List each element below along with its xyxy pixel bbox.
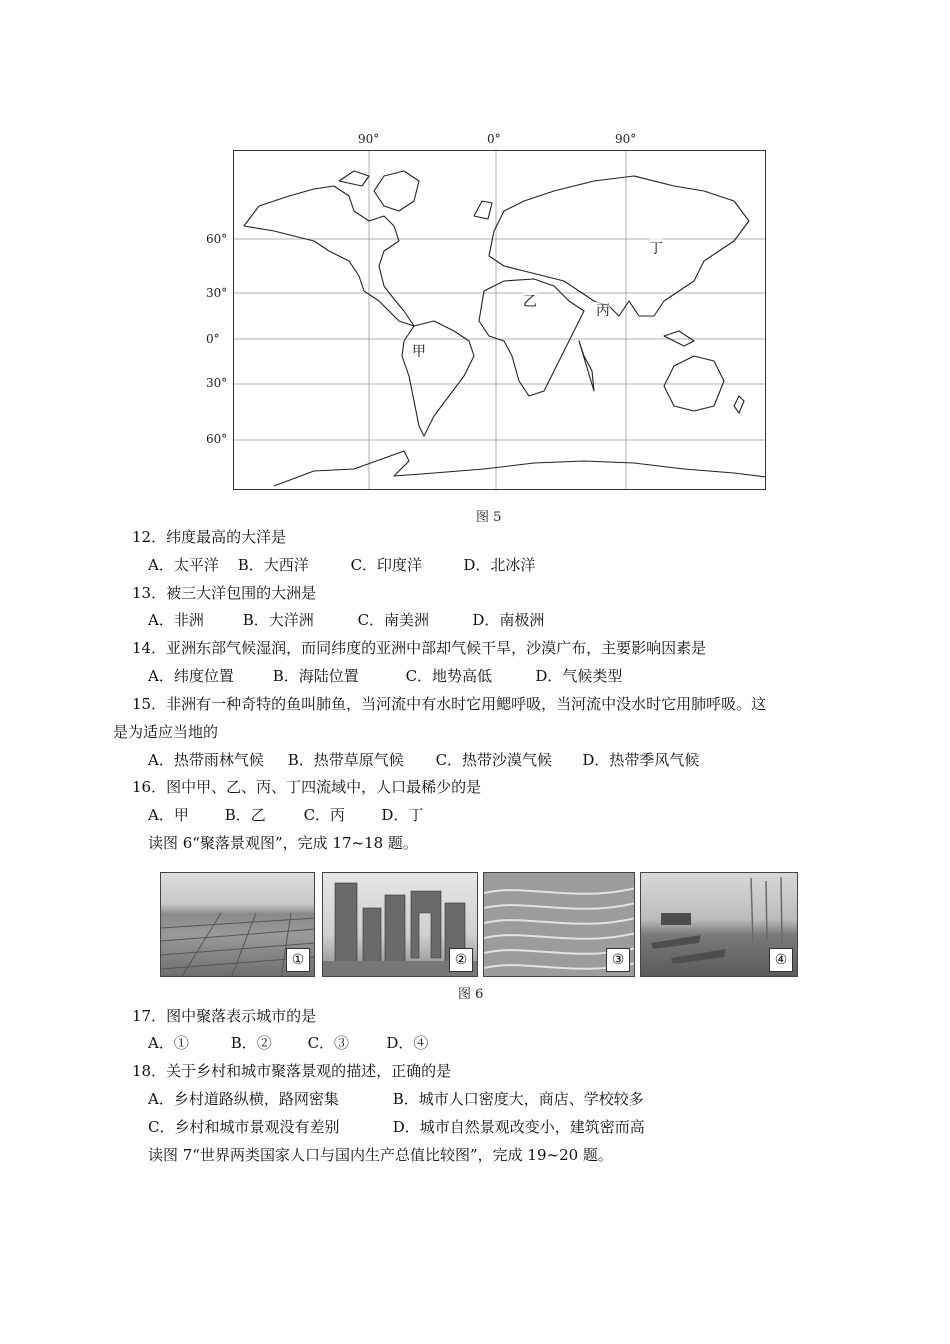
q18-option-d: D．城市自然景观改变小，建筑密而高 bbox=[392, 1118, 645, 1136]
lon-label-90w: 90° bbox=[358, 132, 380, 146]
photo-city-buildings bbox=[322, 872, 478, 977]
q13-option-b: B．大洋洲 bbox=[242, 611, 314, 629]
figure7-instruction: 读图 7“世界两类国家人口与国内生产总值比较图”，完成 19~20 题。 bbox=[148, 1146, 613, 1164]
photo-terraced-village bbox=[483, 872, 635, 977]
photo-num-4: ④ bbox=[769, 948, 793, 972]
question-14-options bbox=[148, 666, 622, 686]
q15-option-b: B．热带草原气候 bbox=[287, 751, 404, 769]
question-15-options bbox=[148, 750, 699, 770]
region-label-jia: 甲 bbox=[412, 341, 426, 361]
lon-label-0: 0° bbox=[487, 132, 501, 146]
q18-option-c: C．乡村和城市景观没有差别 bbox=[148, 1118, 340, 1136]
q13-option-d: D．南极洲 bbox=[472, 611, 545, 629]
question-17-options bbox=[148, 1033, 428, 1053]
q14-option-a: A．纬度位置 bbox=[148, 667, 234, 685]
q17-option-b: B．② bbox=[230, 1034, 272, 1052]
photo-rural-fields bbox=[160, 872, 315, 977]
figure6-caption: 图 6 bbox=[458, 987, 484, 1002]
q17-option-c: C．③ bbox=[307, 1034, 350, 1052]
q13-option-c: C．南美洲 bbox=[357, 611, 430, 629]
lat-label-30s: 30° bbox=[206, 376, 228, 390]
q14-option-d: D．气候类型 bbox=[535, 667, 623, 685]
region-label-ding: 丁 bbox=[649, 238, 663, 258]
question-16-stem: 16．图中甲、乙、丙、丁四流域中，人口最稀少的是 bbox=[132, 778, 482, 796]
map-frame bbox=[233, 150, 766, 490]
question-16-options bbox=[148, 805, 423, 825]
q15-option-d: D．热带季风气候 bbox=[582, 751, 700, 769]
question-13-stem: 13．被三大洋包围的大洲是 bbox=[132, 584, 317, 602]
question-18-options-row1 bbox=[148, 1089, 644, 1109]
photo-water-village bbox=[640, 872, 798, 977]
q16-option-b: B．乙 bbox=[224, 806, 266, 824]
lon-label-90e: 90° bbox=[615, 132, 637, 146]
question-15-stem-cont: 是为适应当地的 bbox=[113, 723, 219, 741]
question-12-options bbox=[148, 555, 535, 575]
q16-option-d: D．丁 bbox=[381, 806, 424, 824]
lat-label-0: 0° bbox=[206, 332, 220, 346]
q17-option-a: A．① bbox=[148, 1034, 189, 1052]
q18-option-a: A．乡村道路纵横，路网密集 bbox=[148, 1090, 339, 1108]
map-drawing bbox=[234, 151, 766, 490]
q16-option-a: A．甲 bbox=[148, 806, 189, 824]
q15-option-c: C．热带沙漠气候 bbox=[435, 751, 553, 769]
q14-option-b: B．海陆位置 bbox=[272, 667, 359, 685]
question-18-stem: 18．关于乡村和城市聚落景观的描述，正确的是 bbox=[132, 1062, 452, 1080]
q14-option-c: C．地势高低 bbox=[405, 667, 493, 685]
q12-option-a: A．太平洋 bbox=[148, 556, 219, 574]
lat-label-60n: 60° bbox=[206, 232, 228, 246]
question-12-stem: 12．纬度最高的大洋是 bbox=[132, 528, 287, 546]
figure6-instruction: 读图 6“聚落景观图”，完成 17~18 题。 bbox=[148, 834, 418, 852]
question-18-options-row2 bbox=[148, 1117, 645, 1137]
q17-option-d: D．④ bbox=[386, 1034, 429, 1052]
q18-option-b: B．城市人口密度大，商店、学校较多 bbox=[392, 1090, 644, 1108]
q12-option-b: B．大西洋 bbox=[237, 556, 309, 574]
q13-option-a: A．非洲 bbox=[148, 611, 204, 629]
question-13-options bbox=[148, 610, 544, 630]
world-map-figure bbox=[200, 126, 775, 526]
region-label-yi: 乙 bbox=[523, 291, 537, 311]
q15-option-a: A．热带雨林气候 bbox=[148, 751, 264, 769]
question-14-stem: 14．亚洲东部气候湿润，而同纬度的亚洲中部却气候干旱，沙漠广布，主要影响因素是 bbox=[132, 639, 707, 657]
photo-num-3: ③ bbox=[606, 948, 630, 972]
question-17-stem: 17．图中聚落表示城市的是 bbox=[132, 1007, 317, 1025]
region-label-bing: 丙 bbox=[596, 300, 610, 320]
photo-num-1: ① bbox=[286, 948, 310, 972]
lat-label-60s: 60° bbox=[206, 432, 228, 446]
q16-option-c: C．丙 bbox=[303, 806, 346, 824]
figure5-caption: 图 5 bbox=[476, 510, 502, 525]
q12-option-c: C．印度洋 bbox=[350, 556, 423, 574]
question-15-stem: 15．非洲有一种奇特的鱼叫肺鱼，当河流中有水时它用鳃呼吸，当河流中没水时它用肺呼吸。这 bbox=[132, 695, 767, 713]
photo-num-2: ② bbox=[449, 948, 473, 972]
lat-label-30n: 30° bbox=[206, 286, 228, 300]
q12-option-d: D．北冰洋 bbox=[463, 556, 536, 574]
